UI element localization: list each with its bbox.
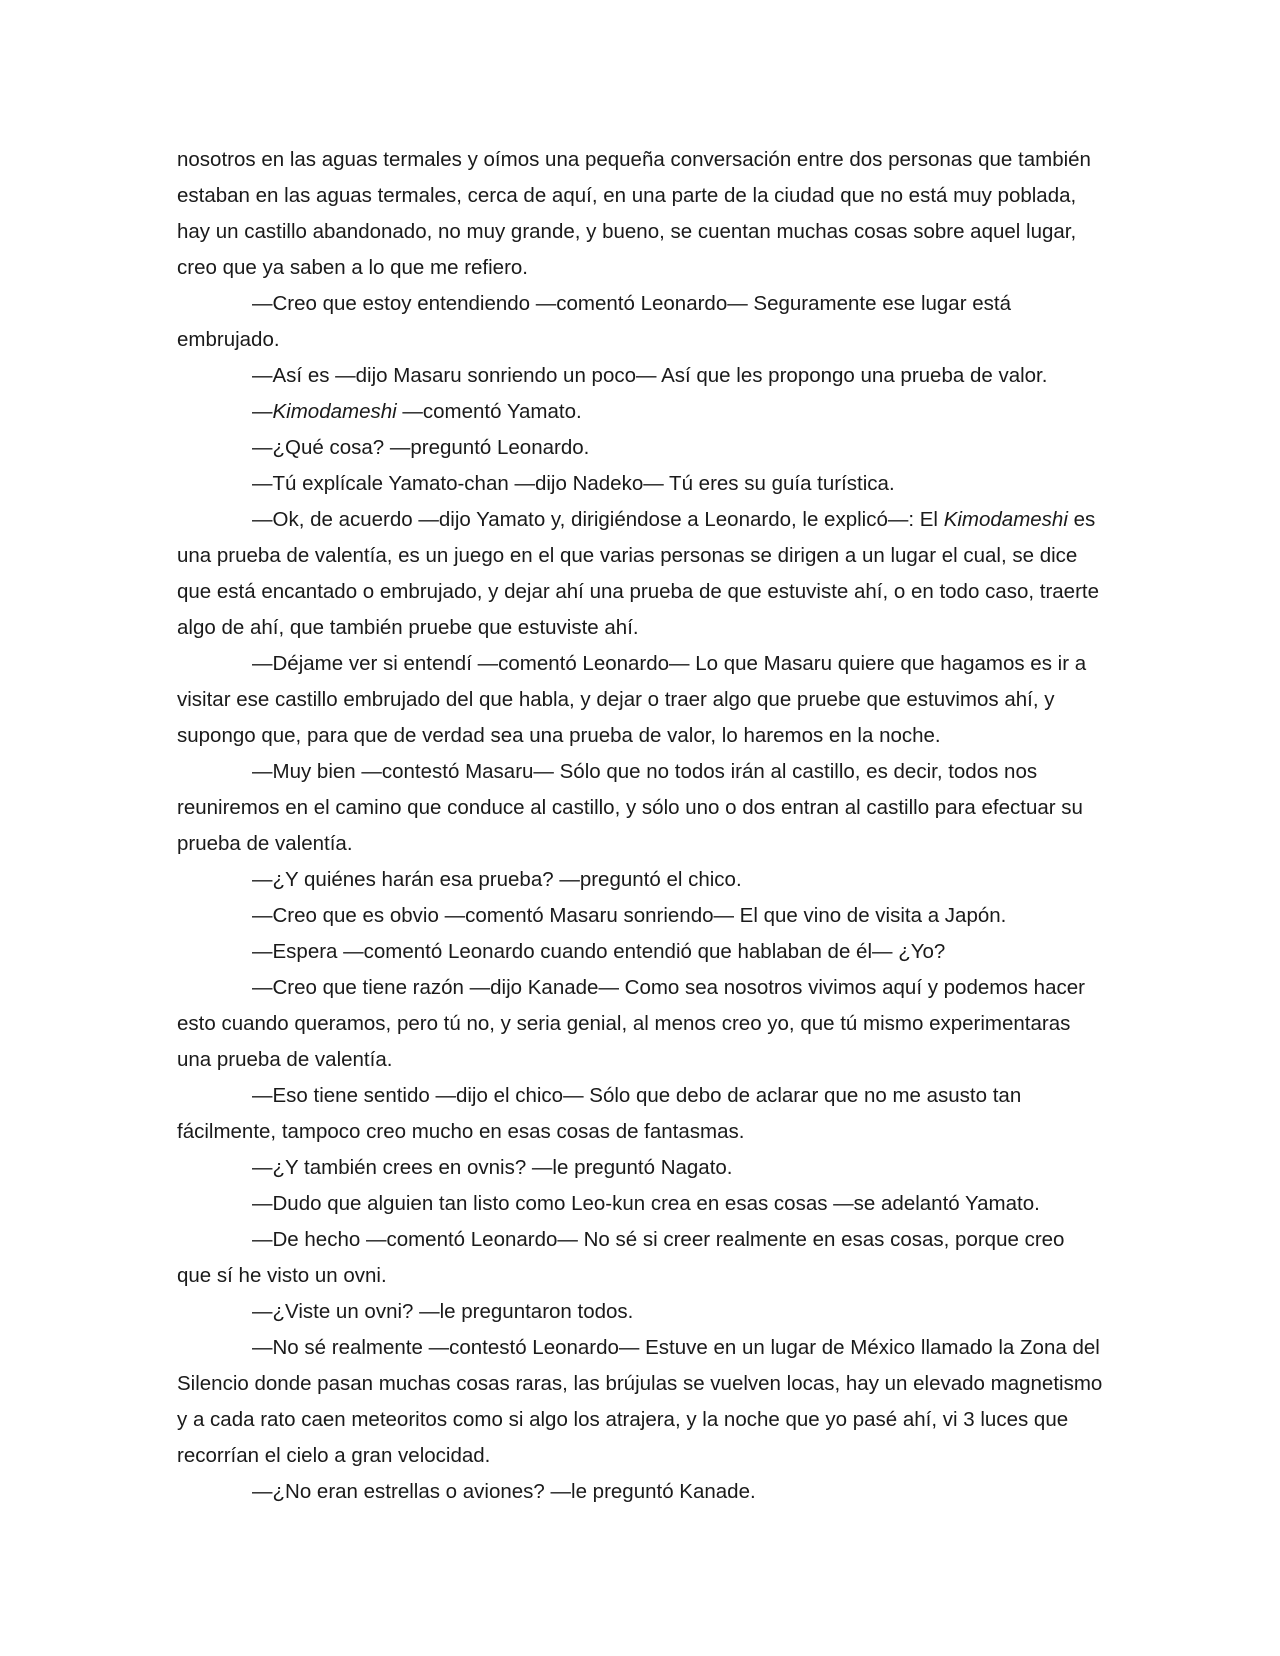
text-run: —No sé realmente —contestó Leonardo— Estuve en un lugar de México llamado la Zona del Silencio donde pasan muchas cosas raras, las brújulas se vuelven locas, hay un elevado magnetismo y a cada rato caen meteoritos como si algo los atrajera, y la noche que yo pasé ahí, vi 3 luces que recorrían el cielo a gran velocidad. [177,1336,1103,1467]
paragraph [177,502,1103,646]
paragraph [177,1078,1103,1150]
paragraph [177,1294,1103,1330]
text-run: —comentó Yamato. [396,400,582,423]
italic-term: Kimodameshi [943,508,1068,531]
italic-term: Kimodameshi [272,400,397,423]
text-run: —Creo que tiene razón —dijo Kanade— Como sea nosotros vivimos aquí y podemos hacer esto cuando queramos, pero tú no, y seria genial, al menos creo yo, que tú mismo experimentaras una prueba de valentía. [177,976,1085,1071]
paragraph [177,1474,1103,1510]
paragraph [177,1150,1103,1186]
paragraph [177,1222,1103,1294]
text-run: —Ok, de acuerdo —dijo Yamato y, dirigiéndose a Leonardo, le explicó—: El [252,508,944,531]
text-run: —¿Viste un ovni? —le preguntaron todos. [252,1300,634,1323]
text-run: —¿Qué cosa? —preguntó Leonardo. [252,436,590,459]
text-run: —Muy bien —contestó Masaru— Sólo que no todos irán al castillo, es decir, todos nos reuniremos en el camino que conduce al castillo, y sólo uno o dos entran al castillo para efectuar su prueba de valentía. [177,760,1083,855]
text-run: —¿No eran estrellas o aviones? —le preguntó Kanade. [252,1480,756,1503]
text-run: —Creo que es obvio —comentó Masaru sonriendo— El que vino de visita a Japón. [252,904,1007,927]
text-run: —Dudo que alguien tan listo como Leo-kun crea en esas cosas —se adelantó Yamato. [252,1192,1040,1215]
paragraph [177,142,1103,286]
text-run: —¿Y también crees en ovnis? —le preguntó Nagato. [252,1156,733,1179]
text-run: —Eso tiene sentido —dijo el chico— Sólo que debo de aclarar que no me asusto tan fácilmente, tampoco creo mucho en esas cosas de fantasmas. [177,1084,1022,1143]
text-run: —Tú explícale Yamato-chan —dijo Nadeko— Tú eres su guía turística. [252,472,895,495]
text-run: es una prueba de valentía, es un juego en el que varias personas se dirigen a un lugar el cual, se dice que está encantado o embrujado, y dejar ahí una prueba de que estuviste ahí, o en todo caso, traerte algo de ahí, que también pruebe que estuviste ahí. [177,508,1099,639]
text-run: —Así es —dijo Masaru sonriendo un poco— Así que les propongo una prueba de valor. [252,364,1048,387]
paragraph [177,394,1103,430]
text-run: —De hecho —comentó Leonardo— No sé si creer realmente en esas cosas, porque creo que sí he visto un ovni. [177,1228,1065,1287]
paragraph [177,898,1103,934]
paragraph [177,430,1103,466]
text-run: —Creo que estoy entendiendo —comentó Leonardo— Seguramente ese lugar está embrujado. [177,292,1011,351]
paragraph [177,1186,1103,1222]
document-body-text [177,142,1103,1510]
paragraph [177,466,1103,502]
text-run: —¿Y quiénes harán esa prueba? —preguntó el chico. [252,868,742,891]
paragraph [177,358,1103,394]
paragraph [177,754,1103,862]
paragraph [177,646,1103,754]
paragraph [177,862,1103,898]
paragraph [177,934,1103,970]
paragraph [177,286,1103,358]
text-run: —Déjame ver si entendí —comentó Leonardo— Lo que Masaru quiere que hagamos es ir a visitar ese castillo embrujado del que habla, y dejar o traer algo que pruebe que estuvimos ahí, y supongo que, para que de verdad sea una prueba de valor, lo haremos en la noche. [177,652,1087,747]
text-run: —Espera —comentó Leonardo cuando entendió que hablaban de él— ¿Yo? [252,940,946,963]
paragraph [177,970,1103,1078]
text-run: nosotros en las aguas termales y oímos una pequeña conversación entre dos personas que también estaban en las aguas termales, cerca de aquí, en una parte de la ciudad que no está muy poblada, hay un castillo abandonado, no muy grande, y bueno, se cuentan muchas cosas sobre aquel lugar, creo que ya saben a lo que me refiero. [177,148,1091,279]
text-run: — [252,400,273,423]
paragraph [177,1330,1103,1474]
